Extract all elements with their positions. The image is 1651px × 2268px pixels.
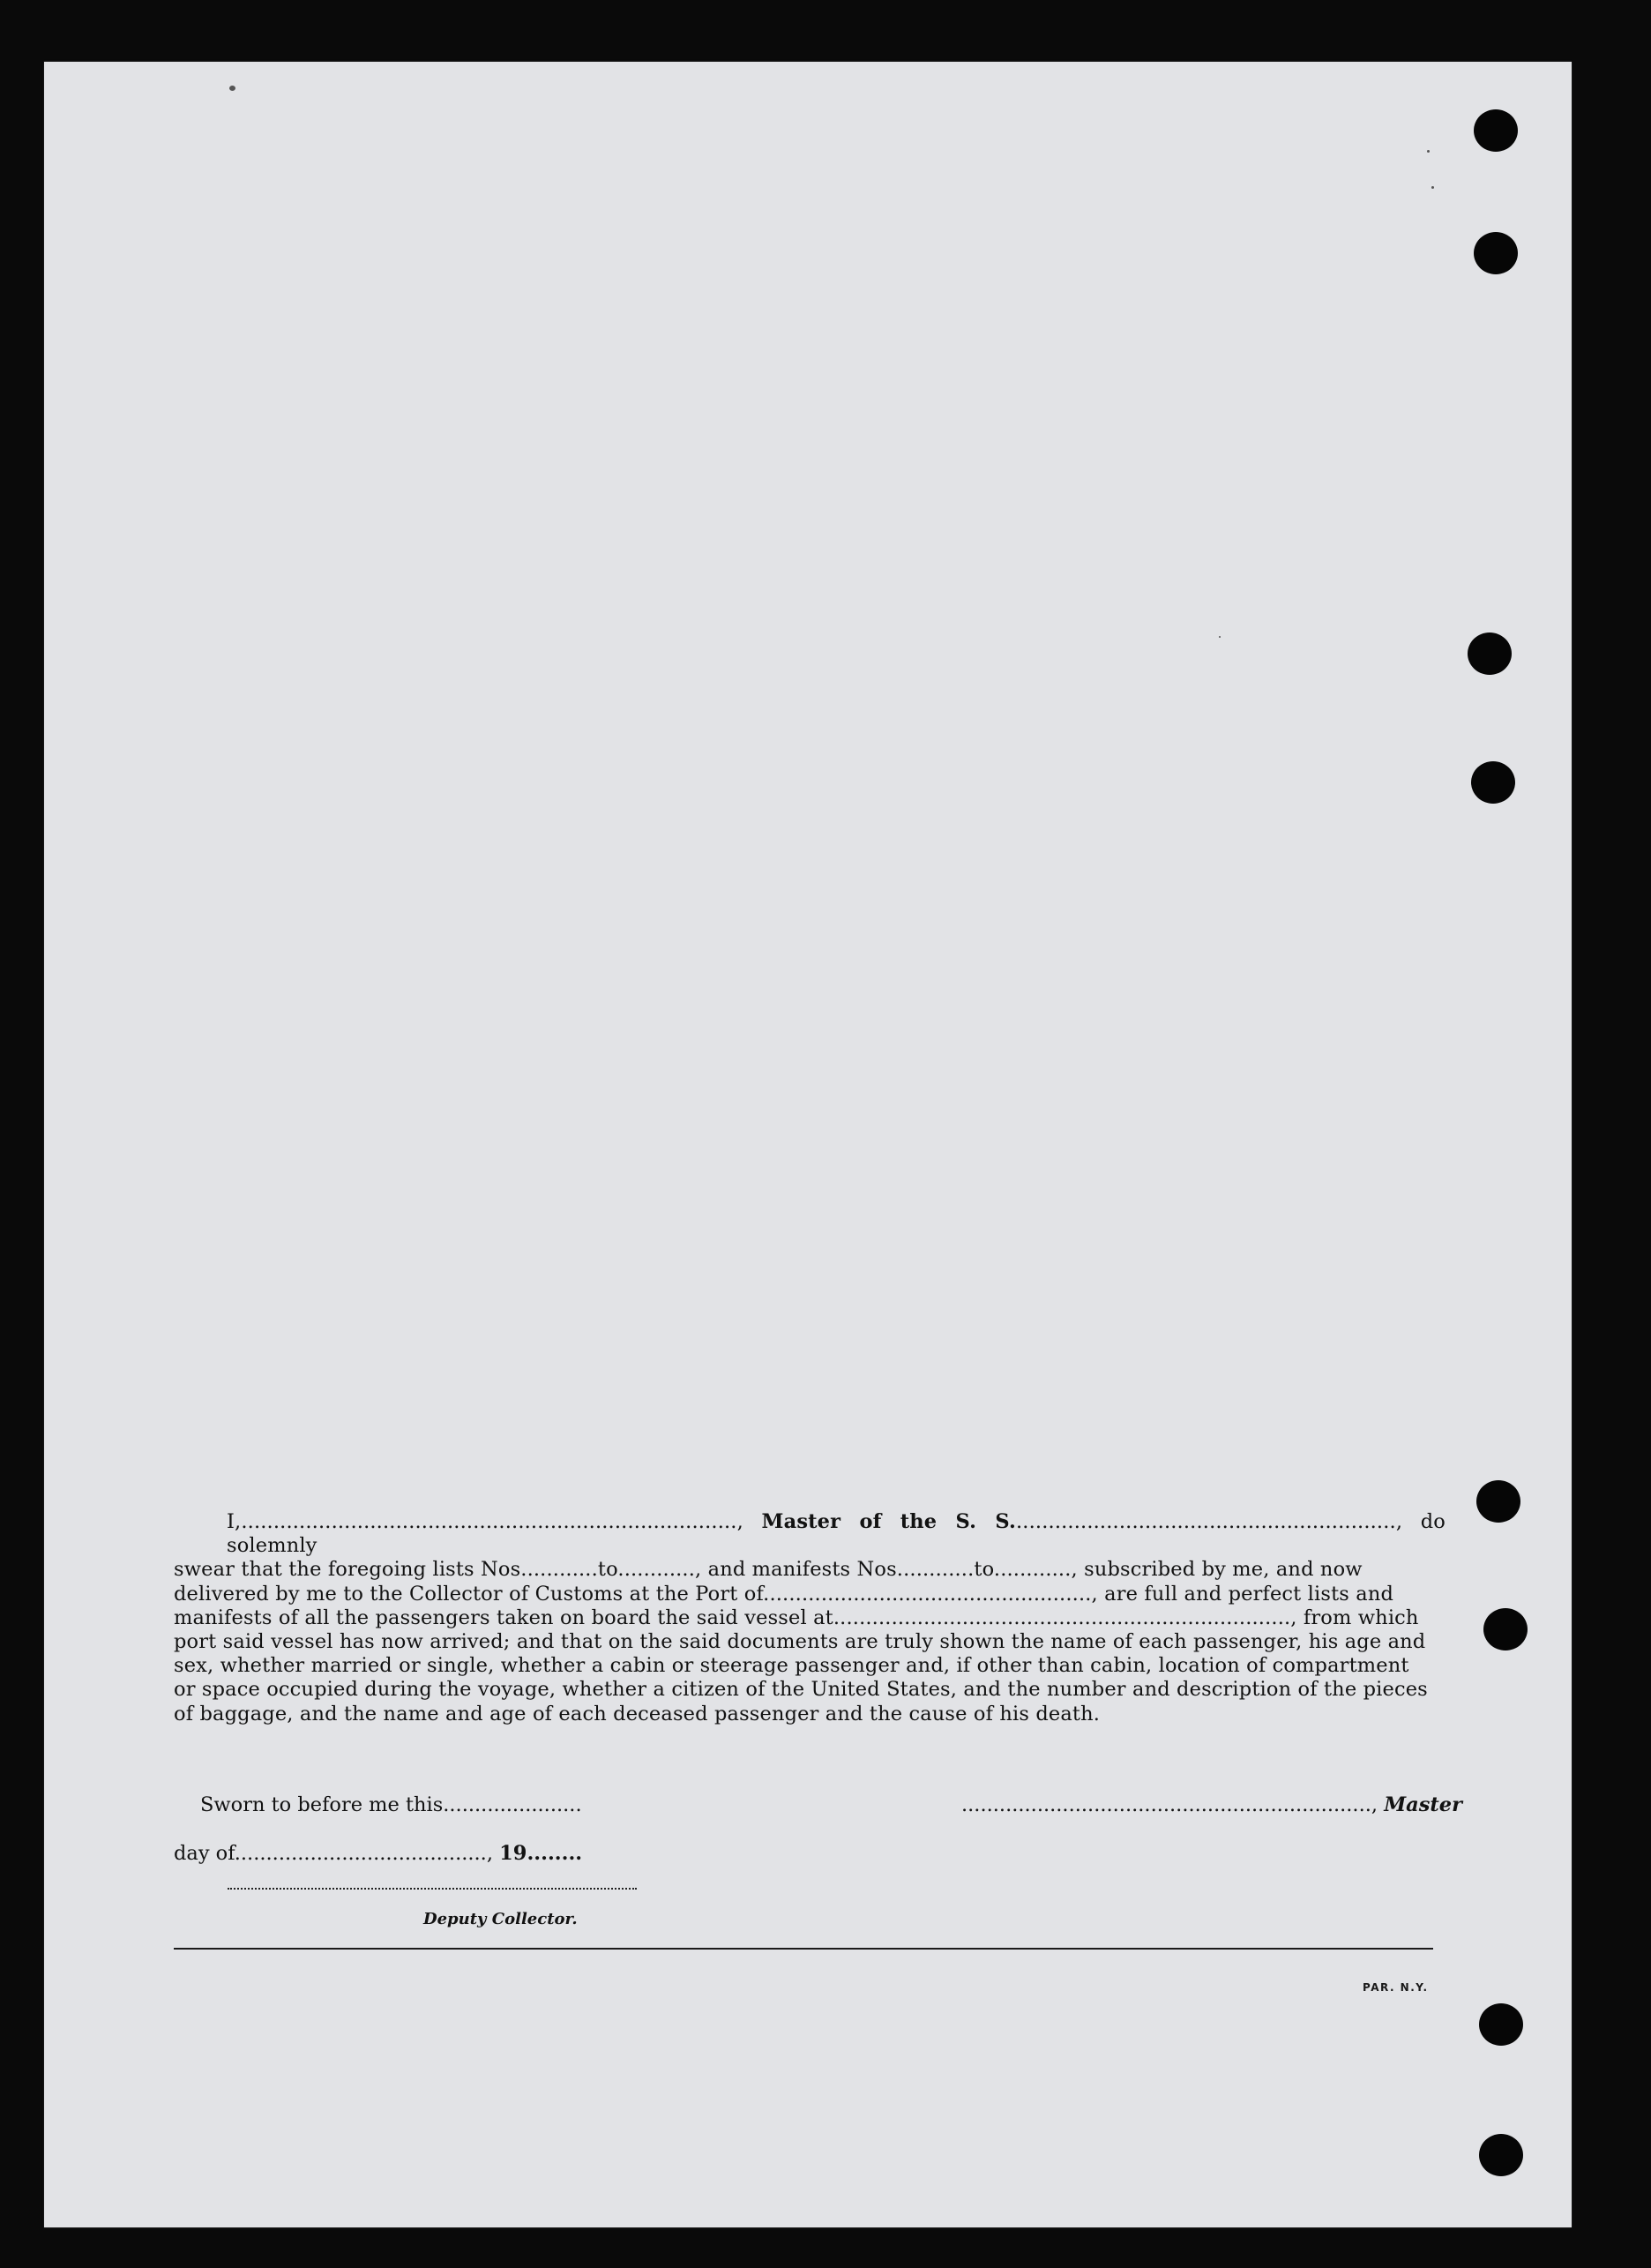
deputy-collector-signature-line bbox=[228, 1888, 637, 1890]
manifest-page bbox=[44, 62, 1572, 2227]
master-signature-line bbox=[961, 1793, 1462, 1816]
sworn-before-line: Sworn to before me this...................... bbox=[200, 1793, 582, 1816]
deputy-collector-label: Deputy Collector. bbox=[423, 1910, 578, 1928]
ink-speck bbox=[229, 86, 235, 91]
vessel-label: Master of the S. S. bbox=[761, 1510, 1016, 1533]
master-label: Master bbox=[1384, 1793, 1462, 1816]
ink-speck bbox=[1219, 636, 1221, 638]
oath-line-5: port said vessel has now arrived; and that on the said documents are truly shown the name of each passenger, his age and bbox=[174, 1630, 1426, 1654]
ink-speck bbox=[1431, 186, 1434, 189]
oath-line-3: delivered by me to the Collector of Customs at the Port of..................................................., are full and perfect lists and bbox=[174, 1582, 1394, 1606]
master-name-blank: I,............................................................................., bbox=[227, 1510, 762, 1533]
oath-line-1 bbox=[174, 1510, 1446, 1558]
day-blank: day of........................................, bbox=[174, 1842, 500, 1865]
punch-hole-8 bbox=[1479, 2134, 1523, 2176]
punch-hole-6 bbox=[1483, 1608, 1528, 1650]
oath-line-7: or space occupied during the voyage, whether a citizen of the United States, and the number and description of the pieces bbox=[174, 1678, 1428, 1702]
oath-line-6: sex, whether married or single, whether a cabin or steerage passenger and, if other than cabin, location of compartment bbox=[174, 1654, 1409, 1678]
punch-hole-3 bbox=[1468, 632, 1512, 675]
master-signature-blank: ................................................................., bbox=[961, 1793, 1385, 1816]
vessel-name-blank: ..........................................................., do solemnly bbox=[227, 1510, 1446, 1558]
punch-hole-4 bbox=[1471, 761, 1515, 804]
year-blank: 19........ bbox=[499, 1842, 583, 1865]
punch-hole-1 bbox=[1474, 109, 1518, 152]
ink-speck bbox=[1427, 150, 1430, 153]
master-oath-paragraph bbox=[174, 1510, 1446, 1726]
punch-hole-7 bbox=[1479, 2003, 1523, 2046]
day-of-line bbox=[174, 1842, 582, 1865]
punch-hole-5 bbox=[1476, 1480, 1520, 1523]
printer-mark: PAR. N.Y. bbox=[1363, 1981, 1429, 1994]
oath-line-4: manifests of all the passengers taken on board the said vessel at......................................................................., from which bbox=[174, 1606, 1419, 1629]
oath-line-2: swear that the foregoing lists Nos............to............, and manifests Nos............to............, subscribed by me, and now bbox=[174, 1558, 1363, 1582]
oath-line-8: of baggage, and the name and age of each deceased passenger and the cause of his death. bbox=[174, 1702, 1101, 1725]
horizontal-rule bbox=[174, 1948, 1433, 1950]
punch-hole-2 bbox=[1474, 232, 1518, 274]
